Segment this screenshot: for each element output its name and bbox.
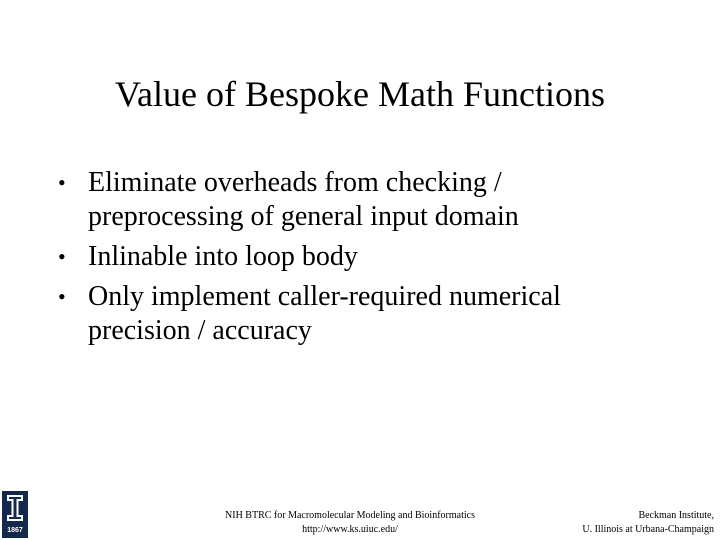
university-logo [2, 491, 28, 538]
logo-year: 1867 [7, 527, 23, 534]
bullet-marker: • [58, 284, 66, 309]
bullet-text-line: precision / accuracy [88, 315, 312, 346]
bullet-marker: • [58, 170, 66, 195]
slide-title: Value of Bespoke Math Functions [115, 74, 605, 114]
bullet-marker: • [58, 244, 66, 269]
bullet-list [58, 166, 678, 354]
footer-center [200, 509, 500, 537]
footer-right [494, 509, 714, 537]
bullet-text-line: Eliminate overheads from checking / [88, 167, 502, 198]
bullet-item [58, 280, 678, 348]
footer-right-line: U. Illinois at Urbana-Champaign [582, 524, 714, 535]
bullet-text-line: preprocessing of general input domain [88, 201, 519, 232]
bullet-text-line: Inlinable into loop body [88, 241, 358, 272]
illinois-block-i-icon [5, 493, 25, 523]
footer-center-line: NIH BTRC for Macromolecular Modeling and Bioinformatics [225, 510, 475, 521]
footer-center-line: http://www.ks.uiuc.edu/ [302, 524, 398, 535]
footer-right-line: Beckman Institute, [638, 510, 714, 521]
bullet-item [58, 240, 678, 274]
bullet-text-line: Only implement caller-required numerical [88, 281, 561, 312]
bullet-item [58, 166, 678, 234]
